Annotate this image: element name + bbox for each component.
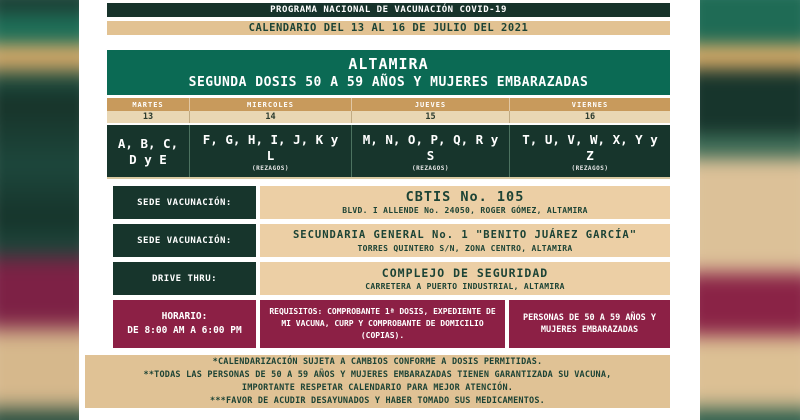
hours-value: DE 8:00 AM A 6:00 PM <box>127 325 242 336</box>
venue-address: TORRES QUINTERO S/N, ZONA CENTRO, ALTAMIRA <box>357 243 573 253</box>
letters-line: F, G, H, I, J, K y <box>202 131 339 147</box>
letters-line: M, N, O, P, Q, R y <box>362 131 499 147</box>
rezagos-label: (REZAGOS) <box>571 164 609 172</box>
surname-letters-panel <box>107 125 670 179</box>
city-name: ALTAMIRA <box>348 54 429 73</box>
day-name-viernes: VIERNES <box>571 100 609 109</box>
footnotes-box <box>85 355 670 408</box>
footnote-line-1: *CALENDARIZACIÓN SUJETA A CAMBIOS CONFORME A DOSIS PERMITIDAS. <box>212 356 543 367</box>
dose-subtitle: SEGUNDA DOSIS 50 A 59 AÑOS Y MUJERES EMBARAZADAS <box>188 74 589 90</box>
rezagos-label: (REZAGOS) <box>411 164 449 172</box>
letters-line: L <box>266 147 275 163</box>
hours-box <box>113 300 256 348</box>
venue-address: BLVD. I ALLENDE No. 24050, ROGER GÓMEZ, ALTAMIRA <box>342 205 588 215</box>
rezagos-label: (REZAGOS) <box>251 164 289 172</box>
footnote-line-2: **TODAS LAS PERSONAS DE 50 A 59 AÑOS Y MUJERES EMBARAZADAS TIENEN GARANTIZADA SU VACUNA, IMPORTANTE RESPETAR CALENDARIO PARA MEJOR ATENCIÓN. <box>143 369 612 393</box>
venue-row-3 <box>260 262 670 295</box>
venue-row-2 <box>260 224 670 257</box>
left-blur-gradient <box>0 0 79 420</box>
letters-line: S <box>426 147 435 163</box>
requirements-box <box>260 300 505 348</box>
right-blur-strip <box>700 0 800 420</box>
letters-cell-thursday <box>352 125 510 177</box>
hours-label: HORARIO: <box>161 311 208 322</box>
venue-label-2: SEDE VACUNACIÓN: <box>113 224 256 257</box>
city-banner <box>107 50 670 95</box>
calendar-title: CALENDARIO DEL 13 AL 16 DE JULIO DEL 2021 <box>248 22 529 34</box>
letters-line: T, U, V, W, X, Y y <box>522 131 658 147</box>
day-name-miercoles: MIERCOLES <box>190 98 352 111</box>
footnote-line-3: ***FAVOR DE ACUDIR DESAYUNADOS Y HABER TOMADO SUS MEDICAMENTOS. <box>210 395 545 406</box>
letters-line: Z <box>586 147 594 163</box>
letters-cell-tuesday <box>107 125 190 177</box>
audience-box <box>509 300 670 348</box>
calendar-title-bar <box>107 21 670 35</box>
requirements-text: REQUISITOS: COMPROBANTE 1ª DOSIS, EXPEDIENTE DE MI VACUNA, CURP Y COMPROBANTE DE DOMICILIO (COPIAS). <box>269 307 496 340</box>
venue-name: CBTIS No. 105 <box>405 188 525 205</box>
letters-cell-friday <box>510 125 670 177</box>
program-title-bar <box>107 3 670 17</box>
letters-line: D y E <box>129 152 167 167</box>
audience-text: PERSONAS DE 50 A 59 AÑOS Y MUJERES EMBARAZADAS <box>522 313 657 335</box>
venue-name: SECUNDARIA GENERAL No. 1 "BENITO JUÁREZ GARCÍA" <box>292 228 638 241</box>
day-date-14: 14 <box>190 111 352 123</box>
day-dates-row <box>107 111 670 123</box>
program-title: PROGRAMA NACIONAL DE VACUNACIÓN COVID-19 <box>270 5 507 15</box>
venue-row-1 <box>260 186 670 219</box>
day-name-martes: MARTES <box>107 98 190 111</box>
venue-label-3: DRIVE THRU: <box>113 262 256 295</box>
day-date-15: 15 <box>352 111 510 123</box>
left-blur-strip <box>0 0 79 420</box>
venue-name: COMPLEJO DE SEGURIDAD <box>381 265 549 280</box>
day-names-row <box>107 98 670 111</box>
letters-line: A, B, C, <box>117 136 179 151</box>
letters-cell-wednesday <box>190 125 352 177</box>
right-blur-gradient <box>700 0 800 420</box>
day-date-16: 16 <box>584 112 596 122</box>
day-date-13: 13 <box>107 111 190 123</box>
venue-address: CARRETERA A PUERTO INDUSTRIAL, ALTAMIRA <box>365 281 565 291</box>
day-name-jueves: JUEVES <box>352 98 510 111</box>
venue-label-1: SEDE VACUNACIÓN: <box>113 186 256 219</box>
